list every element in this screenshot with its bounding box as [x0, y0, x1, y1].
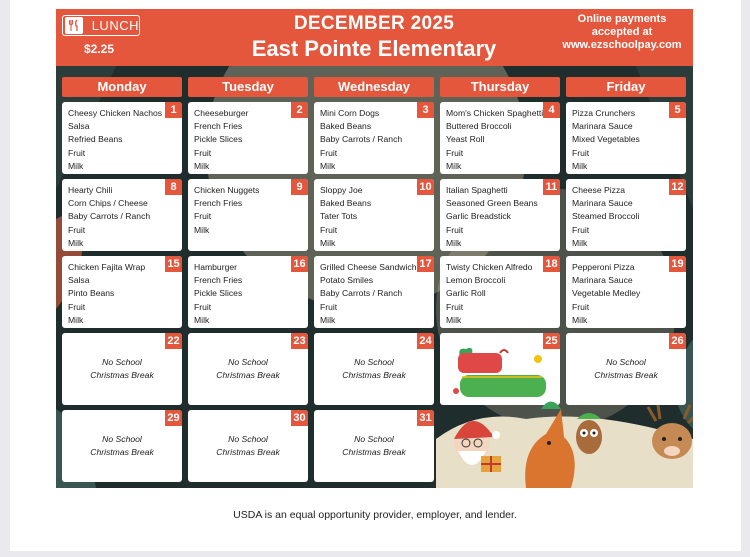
date-badge: 8 [165, 179, 182, 195]
menu-item: Milk [68, 237, 84, 248]
payment-line-2: accepted at [591, 26, 653, 38]
no-school-cell [188, 410, 308, 482]
day-header-wednesday: Wednesday [314, 77, 434, 97]
menu-item: Milk [68, 314, 84, 325]
menu-item: Pickle Slices [194, 288, 243, 299]
menu-item: Fruit [446, 147, 464, 158]
menu-day-cell [314, 102, 434, 174]
menu-item: Cheese Pizza [572, 185, 626, 195]
date-badge: 18 [543, 256, 560, 272]
date-badge: 9 [291, 179, 308, 195]
menu-item: Cheesy Chicken Nachos [68, 108, 163, 118]
menu-item: Potato Smiles [320, 275, 374, 286]
menu-item: Fruit [572, 147, 590, 158]
menu-item: Fruit [572, 301, 590, 312]
header-banner [56, 9, 693, 66]
menu-items [62, 333, 182, 405]
menu-items [188, 333, 308, 405]
menu-item: Milk [194, 224, 210, 235]
date-badge: 23 [291, 333, 308, 349]
menu-item: No School [354, 356, 394, 367]
no-school-cell [62, 333, 182, 405]
lunch-menu-flyer [56, 9, 693, 488]
lunch-badge [62, 15, 140, 36]
menu-item: Steamed Broccoli [572, 211, 640, 222]
date-badge: 19 [669, 256, 686, 272]
menu-item: Fruit [320, 224, 338, 235]
lunch-label: LUNCH [91, 18, 139, 33]
payment-info [558, 13, 686, 52]
menu-item: French Fries [194, 275, 243, 286]
menu-items [320, 184, 418, 250]
menu-item: Fruit [446, 301, 464, 312]
menu-item: Vegetable Medley [572, 288, 641, 299]
menu-item: Christmas Break [90, 447, 154, 457]
menu-item: Fruit [194, 301, 212, 312]
menu-items [68, 261, 166, 327]
school-name: East Pointe Elementary [251, 36, 497, 61]
date-badge: 11 [543, 179, 560, 195]
menu-item: Milk [446, 314, 462, 325]
menu-item: Christmas Break [342, 447, 406, 457]
menu-item: Pizza Crunchers [572, 108, 636, 118]
menu-item: No School [228, 433, 268, 444]
menu-items [572, 184, 670, 250]
date-badge: 25 [543, 333, 560, 349]
menu-item: Buttered Broccoli [446, 121, 512, 132]
menu-item: Fruit [68, 224, 86, 235]
menu-item: No School [102, 433, 142, 444]
menu-item: Milk [68, 160, 84, 171]
christmas-day-cell [440, 333, 560, 405]
menu-item: No School [354, 433, 394, 444]
menu-item: Fruit [194, 211, 212, 222]
menu-item: Milk [320, 314, 336, 325]
date-badge: 17 [417, 256, 434, 272]
menu-item: Marinara Sauce [572, 275, 633, 286]
menu-day-cell [188, 256, 308, 328]
menu-day-cell [314, 256, 434, 328]
viewer-frame-bottom [0, 551, 750, 557]
menu-item: Milk [320, 237, 336, 248]
merry-christmas-art [450, 345, 550, 401]
date-badge: 30 [291, 410, 308, 426]
menu-items [194, 107, 292, 173]
date-badge: 29 [165, 410, 182, 426]
menu-day-cell [188, 102, 308, 174]
menu-item: Milk [572, 160, 588, 171]
menu-month: DECEMBER 2025 [293, 13, 455, 34]
menu-item: Refried Beans [68, 134, 123, 145]
lunch-price: $2.25 [84, 42, 115, 56]
date-badge: 3 [417, 102, 434, 118]
menu-item: Pepperoni Pizza [572, 262, 635, 272]
menu-item: Seasoned Green Beans [446, 198, 538, 209]
day-header-monday: Monday [62, 77, 182, 97]
menu-item: Fruit [320, 147, 338, 158]
menu-item: Christmas Break [216, 370, 280, 380]
menu-item: Fruit [194, 147, 212, 158]
menu-item: Fruit [446, 224, 464, 235]
no-school-cell [62, 410, 182, 482]
menu-day-cell [566, 256, 686, 328]
menu-item: Milk [446, 237, 462, 248]
date-badge: 24 [417, 333, 434, 349]
menu-day-cell [440, 179, 560, 251]
menu-item: Italian Spaghetti [446, 185, 508, 195]
menu-item: Milk [194, 160, 210, 171]
date-badge: 10 [417, 179, 434, 195]
menu-item: Christmas Break [90, 370, 154, 380]
no-school-cell [314, 410, 434, 482]
menu-item: Milk [320, 160, 336, 171]
menu-item: Marinara Sauce [572, 121, 633, 132]
no-school-cell [188, 333, 308, 405]
menu-item: Yeast Roll [446, 134, 485, 145]
menu-items [62, 410, 182, 482]
menu-day-cell [62, 102, 182, 174]
menu-item: Mom's Chicken Spaghetti [446, 108, 544, 118]
menu-item: Hamburger [194, 262, 237, 272]
menu-day-cell [62, 179, 182, 251]
menu-item: Chicken Nuggets [194, 185, 260, 195]
menu-item: Fruit [572, 224, 590, 235]
menu-item: No School [228, 356, 268, 367]
viewer-frame-right [741, 0, 750, 557]
date-badge: 22 [165, 333, 182, 349]
menu-day-cell [566, 102, 686, 174]
menu-item: French Fries [194, 121, 243, 132]
menu-items [572, 261, 670, 327]
menu-item: Baked Beans [320, 121, 372, 132]
date-badge: 2 [291, 102, 308, 118]
menu-item: Lemon Broccoli [446, 275, 506, 286]
menu-item: Garlic Breadstick [446, 211, 511, 222]
menu-item: No School [606, 356, 646, 367]
menu-day-cell [440, 102, 560, 174]
menu-day-cell [566, 179, 686, 251]
menu-items [68, 184, 166, 250]
viewer-frame-left [0, 0, 10, 557]
menu-item: Salsa [68, 121, 90, 132]
date-badge: 1 [165, 102, 182, 118]
menu-items [446, 107, 544, 173]
menu-day-cell [188, 179, 308, 251]
menu-item: Corn Chips / Cheese [68, 198, 148, 209]
menu-item: Milk [194, 314, 210, 325]
menu-items [188, 410, 308, 482]
menu-items [194, 184, 292, 237]
menu-item: Grilled Cheese Sandwich [320, 262, 417, 272]
menu-item: Milk [572, 237, 588, 248]
menu-item: Pinto Beans [68, 288, 115, 299]
day-header-friday: Friday [566, 77, 686, 97]
menu-item: Marinara Sauce [572, 198, 633, 209]
menu-item: Chicken Fajita Wrap [68, 262, 146, 272]
payment-url: www.ezschoolpay.com [562, 39, 682, 51]
menu-item: Salsa [68, 275, 90, 286]
payment-line-1: Online payments [577, 13, 667, 25]
menu-item: Christmas Break [216, 447, 280, 457]
menu-item: Mini Corn Dogs [320, 108, 380, 118]
menu-items [446, 184, 544, 250]
date-badge: 4 [543, 102, 560, 118]
menu-items [320, 261, 418, 327]
menu-items [194, 261, 292, 327]
menu-item: Twisty Chicken Alfredo [446, 262, 533, 272]
date-badge: 31 [417, 410, 434, 426]
menu-item: Milk [572, 314, 588, 325]
menu-item: Baby Carrots / Ranch [320, 134, 403, 145]
menu-item: Garlic Roll [446, 288, 486, 299]
menu-day-cell [314, 179, 434, 251]
menu-items [566, 333, 686, 405]
menu-item: Mixed Vegetables [572, 134, 640, 145]
menu-item: Fruit [320, 301, 338, 312]
no-school-cell [314, 333, 434, 405]
menu-day-cell [62, 256, 182, 328]
menu-item: Baked Beans [320, 198, 372, 209]
menu-item: Christmas Break [342, 370, 406, 380]
date-badge: 15 [165, 256, 182, 272]
usda-statement: USDA is an equal opportunity provider, employer, and lender. [233, 509, 517, 521]
date-badge: 12 [669, 179, 686, 195]
day-header-thursday: Thursday [440, 77, 560, 97]
menu-item: Hearty Chili [68, 185, 113, 195]
menu-items [446, 261, 544, 327]
menu-items [314, 333, 434, 405]
fork-knife-icon [65, 17, 83, 34]
menu-item: Pickle Slices [194, 134, 243, 145]
date-badge: 5 [669, 102, 686, 118]
menu-item: Baby Carrots / Ranch [68, 211, 151, 222]
menu-item: Baby Carrots / Ranch [320, 288, 403, 299]
no-school-cell [566, 333, 686, 405]
menu-item: No School [102, 356, 142, 367]
date-badge: 26 [669, 333, 686, 349]
menu-item: French Fries [194, 198, 243, 209]
menu-item: Christmas Break [594, 370, 658, 380]
menu-day-cell [440, 256, 560, 328]
menu-items [572, 107, 670, 173]
menu-item: Tater Tots [320, 211, 358, 222]
menu-items [320, 107, 418, 173]
menu-items [68, 107, 166, 173]
menu-items [314, 410, 434, 482]
menu-item: Milk [446, 160, 462, 171]
menu-item: Sloppy Joe [320, 185, 363, 195]
menu-item: Fruit [68, 301, 86, 312]
day-header-tuesday: Tuesday [188, 77, 308, 97]
date-badge: 16 [291, 256, 308, 272]
menu-item: Cheeseburger [194, 108, 249, 118]
menu-item: Fruit [68, 147, 86, 158]
